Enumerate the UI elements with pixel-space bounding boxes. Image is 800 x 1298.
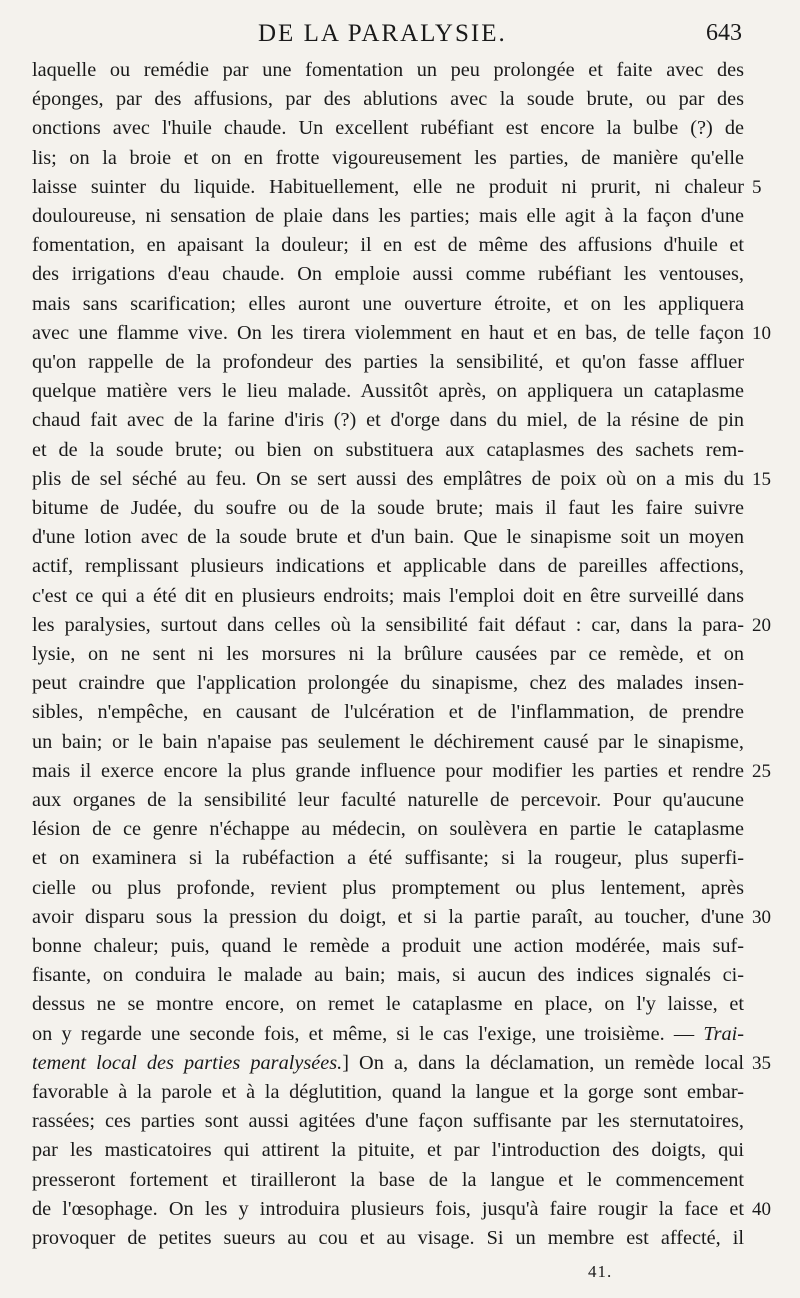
text-line: par les masticatoires qui attirent la pituite, et par l'introduction des doigts, qui <box>32 1139 744 1162</box>
text-line: laquelle ou remédie par une fomentation un peu prolongée et faite avec des <box>32 59 744 81</box>
text-line: d'une lotion avec de la soude brute et d'un bain. Que le sinapisme soit un moyen <box>32 526 744 549</box>
text-line: quelque matière vers le lieu malade. Aussitôt après, on appliquera un cataplasme <box>32 380 744 403</box>
text-line: douloureuse, ni sensation de plaie dans les parties; mais elle agit à la façon d'une <box>32 205 744 227</box>
page-header <box>0 14 800 54</box>
margin-line-number: 20 <box>752 614 771 636</box>
margin-line-number: 15 <box>752 468 771 490</box>
text-line: mais sans scarification; elles auront une ouverture étroite, et on les appliquera <box>32 292 744 315</box>
text-line: c'est ce qui a été dit en plusieurs endroits; mais l'emploi doit en être surveillé dans <box>32 584 744 607</box>
text-line: les paralysies, surtout dans celles où la sensibilité fait défaut : car, dans la para- <box>32 613 744 636</box>
text-line: peut craindre que l'application prolongée du sinapisme, chez des malades insen- <box>32 672 744 695</box>
text-line: et on examinera si la rubéfaction a été suffisante; si la rougeur, plus superfi- <box>32 847 744 870</box>
text-line: onctions avec l'huile chaude. Un excellent rubéfiant est encore la bulbe (?) de <box>32 117 744 140</box>
text-line: fomentation, en apaisant la douleur; il en est de même des affusions d'huile et <box>32 234 744 257</box>
text-line: fisante, on conduira le malade au bain; mais, si aucun des indices signalés ci- <box>32 964 744 987</box>
text-line: qu'on rappelle de la profondeur des parties la sensibilité, et qu'on fasse affluer <box>32 351 744 373</box>
text-line: dessus ne se montre encore, on remet le cataplasme en place, on l'y laisse, et <box>32 993 744 1016</box>
text-line: plis de sel séché au feu. On se sert aussi des emplâtres de poix où on a mis du <box>32 467 744 490</box>
text-line: chaud fait avec de la farine d'iris (?) et d'orge dans du miel, de la résine de pin <box>32 409 744 432</box>
text-line: favorable à la parole et à la déglutition, quand la langue et la gorge sont embar- <box>32 1081 744 1103</box>
text-line: on y regarde une seconde fois, et même, si le cas l'exige, une troisième. — Trai- <box>32 1022 744 1045</box>
text-line: bitume de Judée, du soufre ou de la soude brute; mais il faut les faire suivre <box>32 497 744 519</box>
text-line: éponges, par des affusions, par des ablutions avec la soude brute, ou par des <box>32 88 744 111</box>
text-line: cielle ou plus profonde, revient plus promptement ou plus lentement, après <box>32 876 744 899</box>
text-line: avoir disparu sous la pression du doigt, et si la partie paraît, au toucher, d'une <box>32 905 744 928</box>
text-line: lis; on la broie et on en frotte vigoureusement les parties, de manière qu'elle <box>32 146 744 169</box>
text-line: actif, remplissant plusieurs indications et applicable dans de pareilles affections, <box>32 555 744 578</box>
running-title: DE LA PARALYSIE. <box>258 20 507 47</box>
text-line: bonne chaleur; puis, quand le remède a produit une action modérée, mais suf- <box>32 935 744 957</box>
margin-line-number: 10 <box>752 322 771 344</box>
text-line: mais il exerce encore la plus grande influence pour modifier les parties et rendre <box>32 759 744 782</box>
margin-line-number: 5 <box>752 176 762 198</box>
margin-line-number: 25 <box>752 760 771 782</box>
text-line: lysie, on ne sent ni les morsures ni la brûlure causées par ce remède, et on <box>32 643 744 665</box>
text-line: tement local des parties paralysées.] On a, dans la déclamation, un remède local <box>32 1051 744 1074</box>
text-line: provoquer de petites sueurs au cou et au visage. Si un membre est affecté, il <box>32 1227 744 1249</box>
margin-line-number: 30 <box>752 906 771 928</box>
text-line: presseront fortement et tirailleront la base de la langue et le commencement <box>32 1168 744 1191</box>
text-line: laisse suinter du liquide. Habituellement, elle ne produit ni prurit, ni chaleur <box>32 175 744 198</box>
text-line: sibles, n'empêche, en causant de l'ulcération et de l'inflammation, de prendre <box>32 701 744 724</box>
text-line: de l'œsophage. On les y introduira plusieurs fois, jusqu'à faire rougir la face et <box>32 1197 744 1220</box>
text-line: lésion de ce genre n'échappe au médecin, on soulèvera en partie le cataplasme <box>32 818 744 841</box>
text-line: avec une flamme vive. On les tirera violemment en haut et en bas, de telle façon <box>32 321 744 344</box>
text-line: rassées; ces parties sont aussi agitées d'une façon suffisante par les sternutatoires, <box>32 1110 744 1133</box>
margin-line-number: 40 <box>752 1198 771 1220</box>
margin-line-number: 35 <box>752 1052 771 1074</box>
text-line: un bain; or le bain n'apaise pas seulement le déchirement causé par le sinapisme, <box>32 730 744 753</box>
text-line: et de la soude brute; ou bien on substituera aux cataplasmes des sachets rem- <box>32 438 744 461</box>
text-line: des irrigations d'eau chaude. On emploie aussi comme rubéfiant les ventouses, <box>32 263 744 286</box>
signature-mark: 41. <box>588 1262 613 1281</box>
text-line: aux organes de la sensibilité leur faculté naturelle de percevoir. Pour qu'aucune <box>32 789 744 811</box>
page-number: 643 <box>706 20 742 46</box>
